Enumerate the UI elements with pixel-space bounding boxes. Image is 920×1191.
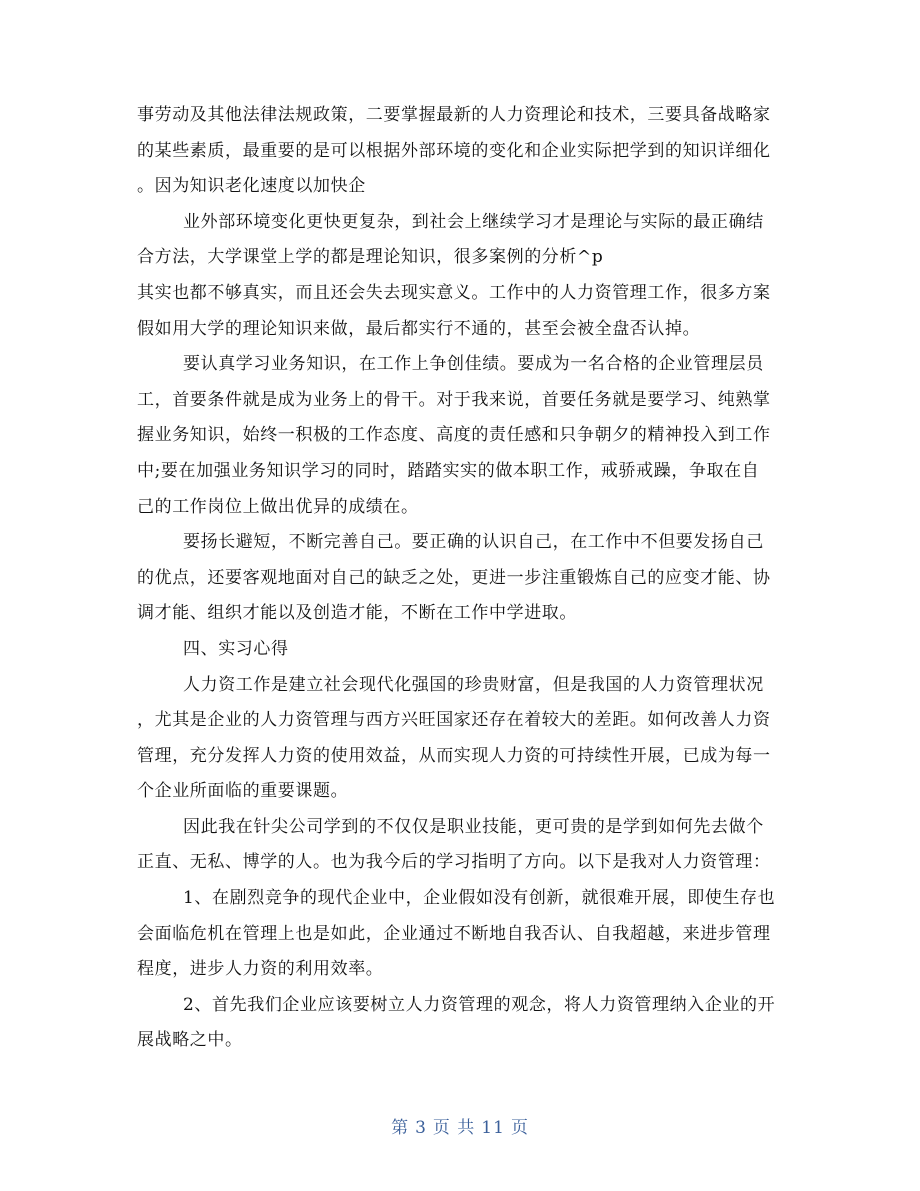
text-line: 要认真学习业务知识，在工作上争创佳绩。要成为一名合格的企业管理层员 [183, 354, 764, 375]
text-line: 中;要在加强业务知识学习的同时，踏踏实实的做本职工作，戒骄戒躁，争取在自 [137, 460, 760, 481]
body-text [137, 98, 785, 1059]
paragraph [137, 881, 785, 988]
text-line: 因此我在针尖公司学到的不仅仅是职业技能，更可贵的是学到如何先去做个 [183, 816, 764, 837]
text-line: 要扬长避短，不断完善自己。要正确的认识自己，在工作中不但要发扬自己 [183, 532, 764, 553]
text-line: 调才能、组织才能以及创造才能，不断在工作中学进取。 [137, 603, 577, 624]
footer-prefix: 第 [391, 1118, 410, 1138]
paragraph [137, 525, 785, 632]
text-line: 。因为知识老化速度以加快企 [137, 176, 366, 197]
text-line: 工，首要条件就是成为业务上的骨干。对于我来说，首要任务就是要学习、纯熟掌 [137, 389, 771, 410]
text-line: 管理，充分发挥人力资的使用效益，从而实现人力资的可持续性开展，已成为每一 [137, 745, 771, 766]
paragraph [137, 347, 785, 525]
text-line: 展战略之中。 [137, 1030, 243, 1051]
text-line: 事劳动及其他法律法规政策，二要掌握最新的人力资理论和技术，三要具备战略家 [137, 105, 771, 125]
paragraph [137, 98, 785, 205]
text-line: 正直、无私、博学的人。也为我今后的学习指明了方向。以下是我对人力资管理： [137, 852, 771, 873]
page-footer [0, 1113, 920, 1138]
text-line: 的优点，还要客观地面对自己的缺乏之处，更进一步注重锻炼自己的应变才能、协 [137, 567, 771, 588]
footer-suffix: 页 [510, 1118, 529, 1138]
paragraph [137, 276, 785, 347]
paragraph [137, 988, 785, 1059]
text-line: 1、在剧烈竞争的现代企业中，企业假如没有创新，就很难开展，即使生存也 [183, 888, 776, 909]
text-line: 合方法，大学课堂上学的都是理论知识，很多案例的分析^p [137, 247, 604, 268]
text-line: 2、首先我们企业应该要树立人力资管理的观念，将人力资管理纳入企业的开 [183, 994, 776, 1015]
text-line: 握业务知识，始终一积极的工作态度、高度的责任感和只争朝夕的精神投入到工作 [137, 425, 771, 446]
text-line: 己的工作岗位上做出优异的成绩在。 [137, 496, 419, 517]
paragraph [137, 810, 785, 881]
paragraph [137, 668, 785, 810]
text-line: 假如用大学的理论知识来做，最后都实行不通的，甚至会被全盘否认掉。 [137, 318, 701, 339]
paragraph [137, 632, 785, 668]
footer-middle: 页 共 [432, 1118, 476, 1138]
footer-page-number: 3 [415, 1118, 427, 1138]
text-line: 个企业所面临的重要课题。 [137, 781, 349, 802]
text-line: 的某些素质，最重要的是可以根据外部环境的变化和企业实际把学到的知识详细化 [137, 140, 771, 161]
text-line: 程度，进步人力资的利用效率。 [137, 959, 384, 980]
paragraph [137, 205, 785, 276]
footer-total-pages: 11 [481, 1118, 505, 1138]
text-line: 人力资工作是建立社会现代化强国的珍贵财富，但是我国的人力资管理状况 [183, 674, 764, 695]
text-line: 其实也都不够真实，而且还会失去现实意义。工作中的人力资管理工作，很多方案 [137, 282, 771, 303]
text-line: 四、实习心得 [183, 638, 289, 659]
text-line: 业外部环境变化更快更复杂，到社会上继续学习才是理论与实际的最正确结 [183, 211, 764, 232]
text-line: ，尤其是企业的人力资管理与西方兴旺国家还存在着较大的差距。如何改善人力资 [137, 710, 771, 731]
text-line: 会面临危机在管理上也是如此，企业通过不断地自我否认、自我超越，来进步管理 [137, 923, 771, 944]
